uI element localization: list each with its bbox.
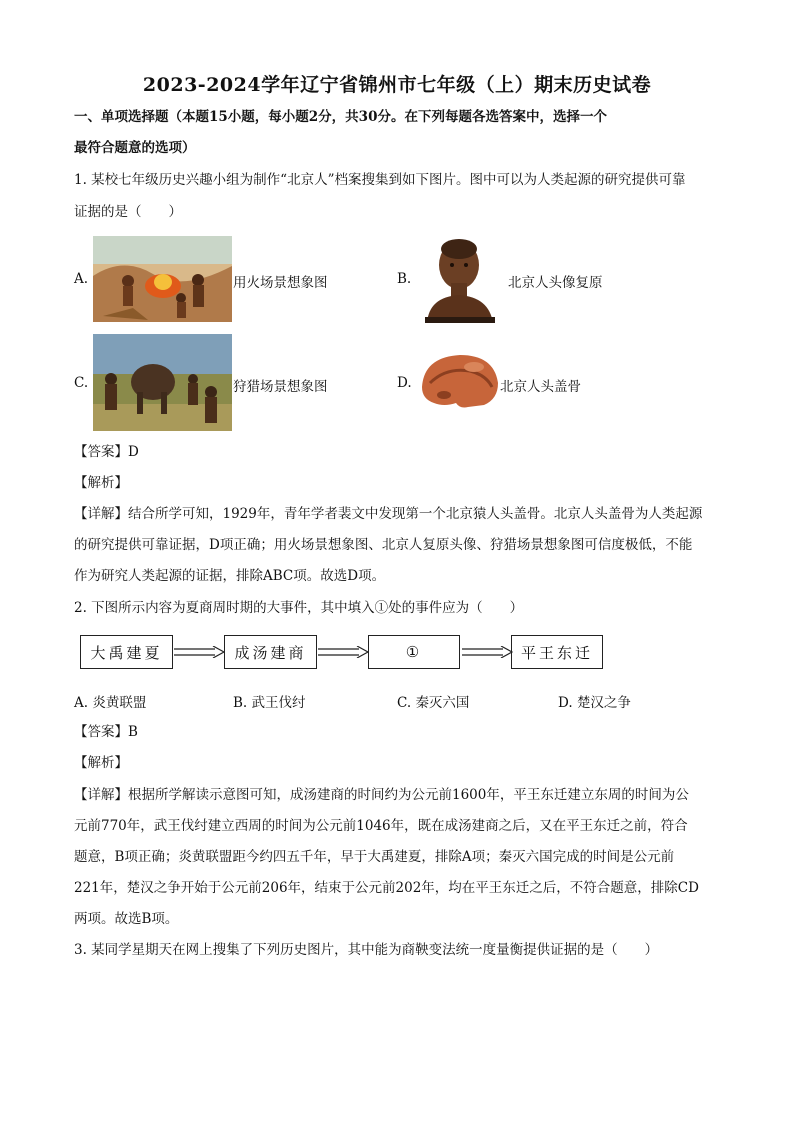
q1-option-a-caption: 用火场景想象图 [233, 275, 328, 291]
peking-man-skull-image [416, 349, 500, 413]
flow-box-pingwang: 平王东迁 [511, 635, 603, 669]
q1-option-b-letter: B. [397, 271, 412, 287]
page-title: 2023-2024学年辽宁省锦州市七年级（上）期末历史试卷 [142, 74, 652, 96]
q2-detail-cont-1: 元前770年，武王伐纣建立西周的时间为公元前1046年，既在成汤建商之后，又在平王东迁之前，符合 [74, 818, 688, 834]
q1-answer: 【答案】D [74, 444, 139, 460]
fire-scene-image [93, 236, 232, 322]
q2-detail: 【详解】根据所学解读示意图可知，成汤建商的时间约为公元前1600年，平王东迁建立东周的时间为公 [74, 787, 689, 803]
q1-option-c-letter: C. [74, 375, 89, 391]
q2-analysis-label: 【解析】 [74, 755, 128, 771]
q1-detail-cont-2: 作为研究人类起源的证据，排除ABC项。故选D项。 [74, 568, 386, 584]
q2-option-d: D. 楚汉之争 [558, 695, 631, 711]
peking-man-bust-image [417, 235, 502, 323]
flow-box-shang: 成汤建商 [224, 635, 317, 669]
q2-detail-cont-2: 题意，B项正确；炎黄联盟距今约四五千年，早于大禹建夏，排除A项；秦灭六国完成的时间是公元前 [74, 849, 675, 865]
q2-option-b: B. 武王伐纣 [233, 695, 306, 711]
flow-arrow-1 [173, 646, 225, 658]
q2-option-a: A. 炎黄联盟 [74, 695, 147, 711]
q1-option-d-caption: 北京人头盖骨 [500, 379, 581, 395]
q1-option-c-caption: 狩猎场景想象图 [233, 379, 328, 395]
section-heading: 一、单项选择题（本题15小题，每小题2分，共30分。在下列每题各选答案中，选择一个 [74, 109, 607, 125]
q3-stem: 3. 某同学星期天在网上搜集了下列历史图片，其中能为商鞅变法统一度量衡提供证据的是（ ） [74, 942, 659, 958]
flow-arrow-2 [317, 646, 369, 658]
q2-option-c: C. 秦灭六国 [397, 695, 470, 711]
q2-stem: 2. 下图所示内容为夏商周时期的大事件，其中填入①处的事件应为（ ） [74, 600, 524, 616]
section-heading-cont: 最符合题意的选项） [74, 140, 196, 156]
flow-arrow-3 [461, 646, 513, 658]
q1-option-b-caption: 北京人头像复原 [508, 275, 603, 291]
q1-stem-cont: 证据的是（ ） [74, 204, 182, 220]
flow-box-blank: ① [368, 635, 460, 669]
q2-detail-cont-4: 两项。故选B项。 [74, 911, 179, 927]
q1-option-d-letter: D. [397, 375, 412, 391]
q1-option-a-letter: A. [74, 271, 89, 287]
q2-answer: 【答案】B [74, 724, 138, 740]
q1-detail: 【详解】结合所学可知，1929年，青年学者裴文中发现第一个北京猿人头盖骨。北京人头盖骨为人类起源 [74, 506, 703, 522]
q2-detail-cont-3: 221年，楚汉之争开始于公元前206年，结束于公元前202年，均在平王东迁之后，不符合题意，排除CD [74, 880, 699, 896]
q1-detail-cont-1: 的研究提供可靠证据，D项正确；用火场景想象图、北京人复原头像、狩猎场景想象图可信度极低，不能 [74, 537, 693, 553]
q1-analysis-label: 【解析】 [74, 475, 128, 491]
flow-box-xia: 大禹建夏 [80, 635, 173, 669]
hunting-scene-image [93, 334, 232, 431]
q1-stem: 1. 某校七年级历史兴趣小组为制作“北京人”档案搜集到如下图片。图中可以为人类起源的研究提供可靠 [74, 172, 686, 188]
